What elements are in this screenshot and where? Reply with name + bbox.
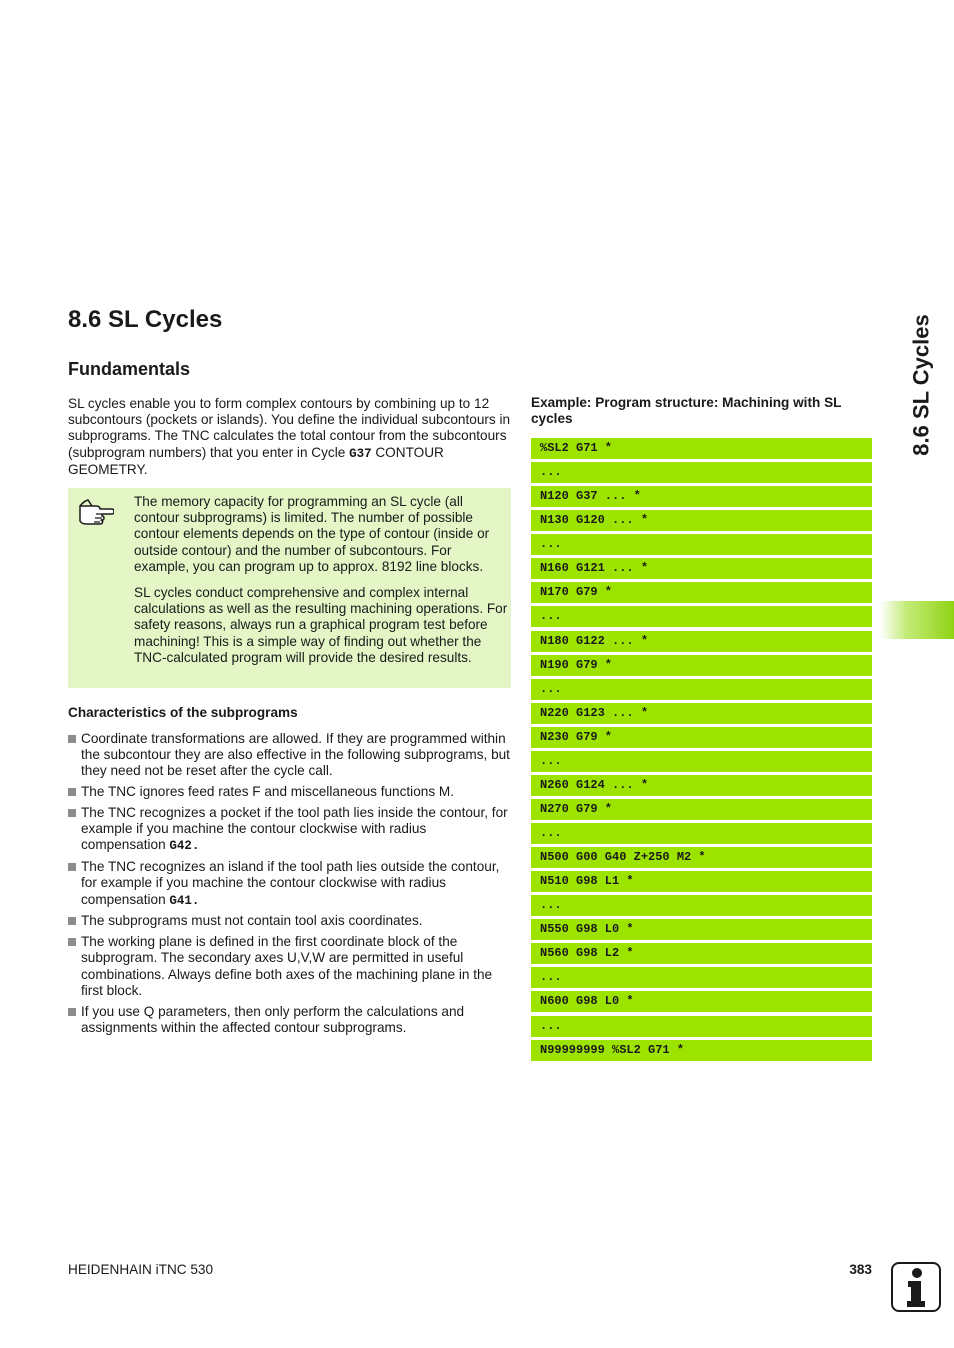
list-item: Coordinate transformations are allowed. If they are programmed within the subcontour they are also effective in the following subprograms, but they need not be reset after the cycle call. (68, 731, 513, 780)
pointing-hand-icon (78, 497, 114, 525)
code-line: N190 G79 * (531, 655, 872, 676)
code-line: ... (531, 823, 872, 844)
subsection-title: Fundamentals (68, 359, 191, 379)
page-number: 383 (849, 1262, 872, 1277)
cycle-code: G37 (349, 446, 372, 461)
code-line: N500 G00 G40 Z+250 M2 * (531, 847, 872, 868)
footer-product: HEIDENHAIN iTNC 530 (68, 1262, 214, 1277)
code-line: ... (531, 895, 872, 916)
list-item: The TNC recognizes an island if the tool path lies outside the contour, for example if you machine the contour clockwise with radius compensation G41. (68, 859, 513, 909)
code-line: N260 G124 ... * (531, 775, 872, 796)
code-line: ... (531, 679, 872, 700)
chapter-tab-marker (880, 601, 954, 639)
program-code-listing (531, 438, 872, 1064)
code-line: ... (531, 1016, 872, 1037)
list-item: The TNC ignores feed rates F and miscellaneous functions M. (68, 784, 513, 800)
code-line: N560 G98 L2 * (531, 943, 872, 964)
code-line: N220 G123 ... * (531, 703, 872, 724)
note-paragraph: The memory capacity for programming an SL cycle (all contour subprograms) is limited. The number of possible contour elements depends on the type of contour (inside or outside contour) and the number of subcontours. For example, you can program up to approx. 8192 line blocks. (134, 494, 490, 574)
code-line: ... (531, 462, 872, 483)
code-line: ... (531, 751, 872, 772)
code-line: N130 G120 ... * (531, 510, 872, 531)
note-paragraph: SL cycles conduct comprehensive and complex internal calculations as well as the resulting machining operations. For safety reasons, always run a graphical program test before machining! This is a simple way of finding out whether the TNC-calculated program will provide the desired results. (134, 585, 508, 665)
code-line: N230 G79 * (531, 727, 872, 748)
list-item: If you use Q parameters, then only perform the calculations and assignments within the affected contour subprograms. (68, 1004, 513, 1036)
code-line: N170 G79 * (531, 582, 872, 603)
code-line: ... (531, 606, 872, 627)
info-icon (890, 1261, 942, 1313)
code-line: N160 G121 ... * (531, 558, 872, 579)
code-line: N600 G98 L0 * (531, 991, 872, 1012)
characteristics-list (68, 731, 513, 1041)
radius-compensation-code: G42. (169, 839, 200, 854)
list-item: The working plane is defined in the first coordinate block of the subprogram. The secondary axes U,V,W are permitted in useful combinations. Always define both axes of the machining plane in the first block. (68, 934, 513, 999)
note-box (68, 488, 511, 688)
code-line: N99999999 %SL2 G71 * (531, 1040, 872, 1061)
section-title: 8.6 SL Cycles (68, 306, 223, 333)
characteristics-title: Characteristics of the subprograms (68, 705, 298, 720)
intro-paragraph (68, 396, 513, 478)
side-tab-label: 8.6 SL Cycles (909, 314, 934, 456)
code-line: N550 G98 L0 * (531, 919, 872, 940)
code-line: N510 G98 L1 * (531, 871, 872, 892)
example-title: Example: Program structure: Machining with SL cycles (531, 395, 842, 427)
intro-text: SL cycles enable you to form complex contours by combining up to 12 subcontours (pockets or islands). You define the individual subcontours in subprograms. The TNC calculates the total contour from the subcontours (subprogram numbers) that you enter in Cycle (68, 396, 511, 460)
chapter-side-tab (888, 296, 954, 474)
list-item: The subprograms must not contain tool axis coordinates. (68, 913, 513, 929)
code-line: N270 G79 * (531, 799, 872, 820)
code-line: N180 G122 ... * (531, 631, 872, 652)
code-line: N120 G37 ... * (531, 486, 872, 507)
code-line: ... (531, 967, 872, 988)
intro-text-end: CONTOUR GEOMETRY. (68, 444, 444, 477)
code-line: ... (531, 534, 872, 555)
code-line: %SL2 G71 * (531, 438, 872, 459)
radius-compensation-code: G41. (169, 893, 200, 908)
list-item: The TNC recognizes a pocket if the tool path lies inside the contour, for example if you machine the contour clockwise with radius compensation G42. (68, 805, 513, 855)
